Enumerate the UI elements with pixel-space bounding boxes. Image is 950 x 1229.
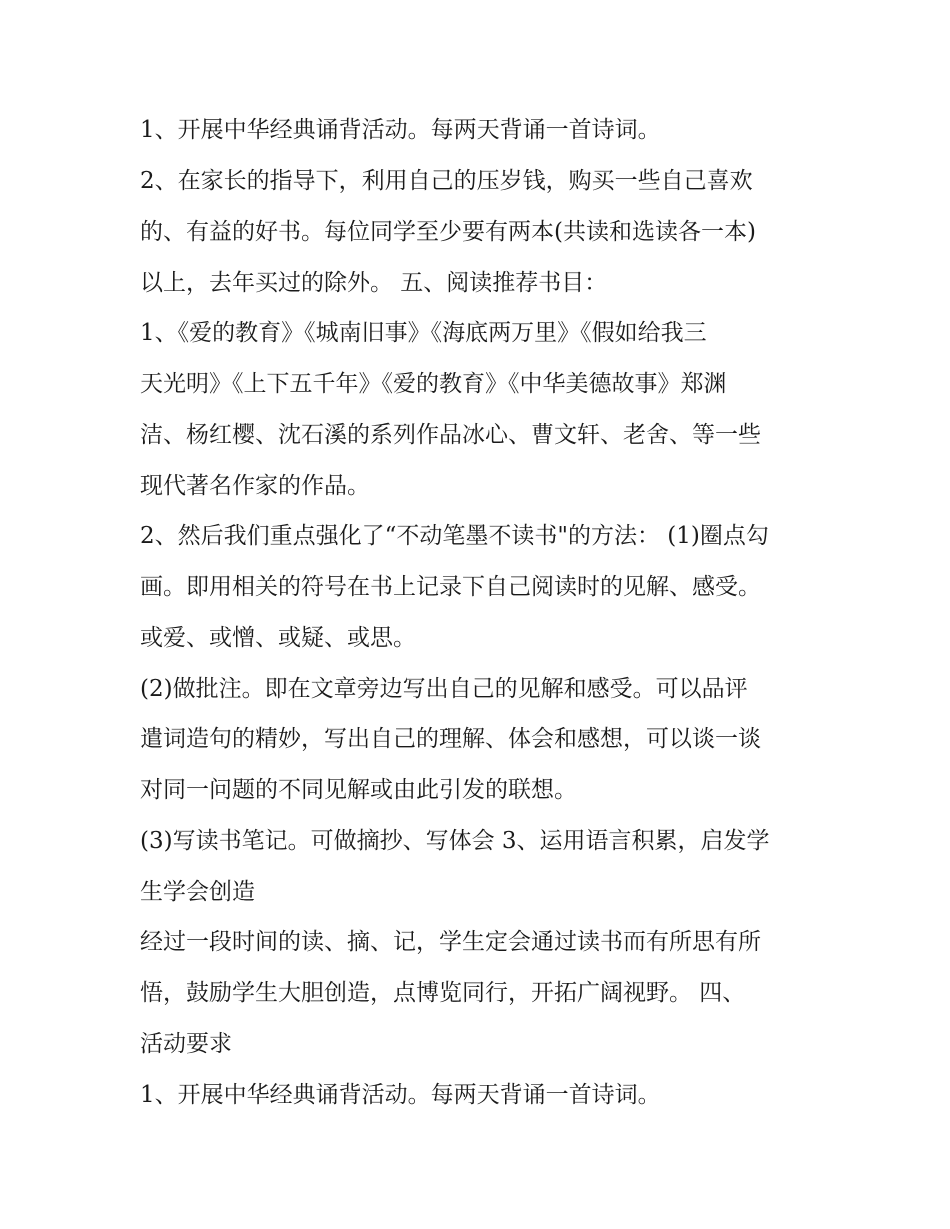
text-line-6: 天光明》《上下五千年》《爱的教育》《中华美德故事》郑渊 bbox=[140, 371, 727, 397]
text-line-11: 或爱、或憎、或疑、或思。 bbox=[140, 625, 416, 651]
text-line-17: 经过一段时间的读、摘、记，学生定会通过读书而有所思有所 bbox=[140, 929, 761, 955]
text-line-2: 2、在家长的指导下，利用自己的压岁钱，购买一些自己喜欢 bbox=[140, 168, 753, 194]
text-line-1: 1、开展中华经典诵背活动。每两天背诵一首诗词。 bbox=[140, 117, 661, 143]
text-line-5: 1、《爱的教育》《城南旧事》《海底两万里》《假如给我三 bbox=[140, 320, 707, 346]
text-line-20: 1、开展中华经典诵背活动。每两天背诵一首诗词。 bbox=[140, 1082, 661, 1108]
text-line-18: 悟，鼓励学生大胆创造，点博览同行，开拓广阔视野。 四、 bbox=[140, 980, 746, 1006]
text-line-19: 活动要求 bbox=[140, 1031, 232, 1057]
text-line-15: (3)写读书笔记。可做摘抄、写体会 3、运用语言积累，启发学 bbox=[140, 828, 770, 854]
text-line-8: 现代著名作家的作品。 bbox=[140, 473, 370, 499]
text-line-9: 2、然后我们重点强化了“不动笔墨不读书"的方法： (1)圈点勾 bbox=[140, 523, 769, 549]
text-line-7: 洁、杨红樱、沈石溪的系列作品冰心、曹文轩、老舍、等一些 bbox=[140, 422, 761, 448]
text-line-10: 画。即用相关的符号在书上记录下自己阅读时的见解、感受。 bbox=[140, 574, 761, 600]
text-line-3: 的、有益的好书。每位同学至少要有两本(共读和选读各一本) bbox=[140, 219, 756, 245]
text-line-12: (2)做批注。即在文章旁边写出自己的见解和感受。可以品评 bbox=[140, 676, 748, 702]
text-line-4: 以上，去年买过的除外。 五、阅读推荐书目： bbox=[140, 270, 608, 296]
text-line-13: 遣词造句的精妙，写出自己的理解、体会和感想，可以谈一谈 bbox=[140, 726, 761, 752]
text-line-14: 对同一问题的不同见解或由此引发的联想。 bbox=[140, 777, 577, 803]
text-line-16: 生学会创造 bbox=[140, 879, 255, 905]
